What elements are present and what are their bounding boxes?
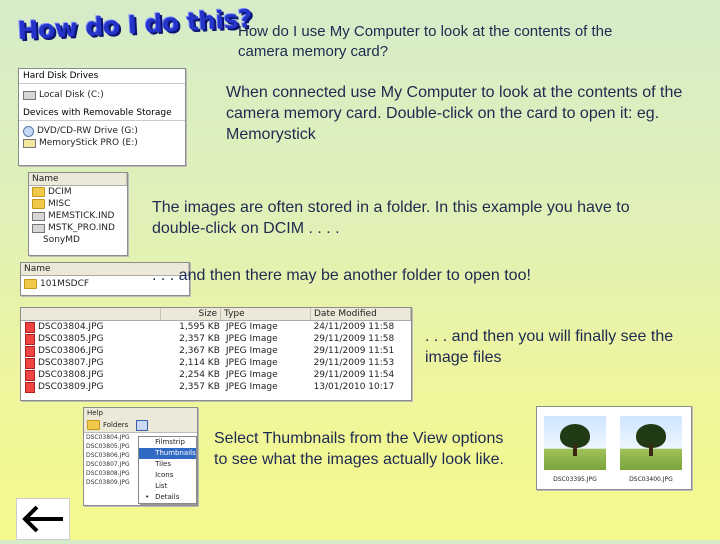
removable-header: Devices with Removable Storage: [19, 106, 185, 121]
file-icon: [32, 212, 45, 221]
selected-bullet-icon: •: [145, 493, 150, 501]
menu-bar: [84, 408, 197, 418]
folder-icon: [32, 199, 45, 209]
table-row[interactable]: DSC03805.JPG 2,357 KB JPEG Image 29/11/2009 11:58: [21, 333, 411, 345]
hard-disk-icon: [23, 91, 36, 100]
table-row[interactable]: DSC03804.JPG 1,595 KB JPEG Image 24/11/2009 11:58: [21, 321, 411, 333]
menu-item-icons[interactable]: Icons: [155, 471, 174, 479]
files-window: [20, 307, 412, 401]
jpeg-file-icon: [25, 334, 35, 345]
help-menu[interactable]: Help: [87, 409, 103, 417]
step1-text: When connected use My Computer to look at the contents of the camera memory card. Double-click on the card to open it: eg. Memorystick: [226, 84, 683, 143]
local-disk-item[interactable]: Local Disk (C:): [19, 89, 185, 101]
step3-text: . . . and then there may be another folder to open too!: [152, 267, 531, 284]
my-computer-window: [18, 68, 186, 166]
folder-icon: [32, 187, 45, 197]
thumbnail[interactable]: [544, 416, 606, 483]
list-item[interactable]: DSC03805.JPG: [86, 443, 130, 450]
date-column-header[interactable]: Date Modified: [311, 308, 411, 320]
step2-text: The images are often stored in a folder. In this example you have to double-click on DCIM . . . .: [152, 199, 630, 237]
folder-item[interactable]: 101MSDCF: [21, 278, 189, 290]
thumbnail[interactable]: [620, 416, 682, 483]
memorystick-item[interactable]: MemoryStick PRO (E:): [19, 137, 185, 149]
menu-item-tiles[interactable]: Tiles: [155, 460, 171, 468]
table-row[interactable]: DSC03806.JPG 2,367 KB JPEG Image 29/11/2009 11:51: [21, 345, 411, 357]
hard-disk-header: Hard Disk Drives: [19, 69, 185, 84]
file-item[interactable]: SonyMD: [29, 234, 127, 246]
file-icon: [32, 236, 40, 245]
step5-text: Select Thumbnails from the View options to see what the images actually look like.: [214, 430, 504, 468]
back-button[interactable]: [16, 498, 70, 540]
thumbnails-window: [536, 406, 692, 490]
thumbnail-caption: DSC03400.JPG: [629, 476, 673, 483]
list-item[interactable]: DSC03804.JPG: [86, 434, 130, 441]
toolbar: [84, 418, 197, 433]
file-item[interactable]: MEMSTICK.IND: [29, 210, 127, 222]
jpeg-file-icon: [25, 322, 35, 333]
size-column-header[interactable]: Size: [161, 308, 221, 320]
folders-window-1: [28, 172, 128, 256]
table-row[interactable]: DSC03808.JPG 2,254 KB JPEG Image 29/11/2009 11:54: [21, 369, 411, 381]
view-menu-window: [83, 407, 198, 506]
table-row[interactable]: DSC03807.JPG 2,114 KB JPEG Image 29/11/2009 11:53: [21, 357, 411, 369]
list-item[interactable]: DSC03809.JPG: [86, 479, 130, 486]
view-options-menu: [138, 436, 197, 504]
menu-item-list[interactable]: List: [155, 482, 168, 490]
jpeg-file-icon: [25, 382, 35, 393]
menu-item-details[interactable]: • Details: [145, 493, 180, 501]
folder-icon: [24, 279, 37, 289]
folder-item[interactable]: DCIM: [29, 186, 127, 198]
type-column-header[interactable]: Type: [221, 308, 311, 320]
folder-item[interactable]: MISC: [29, 198, 127, 210]
file-list: [84, 433, 135, 504]
dvd-drive-item[interactable]: DVD/CD-RW Drive (G:): [19, 125, 185, 137]
thumbnail-caption: DSC03395.JPG: [553, 476, 597, 483]
folders-icon: [87, 420, 100, 430]
list-item[interactable]: DSC03807.JPG: [86, 461, 130, 468]
step4-text: . . . and then you will finally see the image files: [425, 328, 674, 366]
name-column-header[interactable]: Name: [29, 173, 127, 186]
table-row[interactable]: DSC03809.JPG 2,357 KB JPEG Image 13/01/2010 10:17: [21, 381, 411, 393]
back-arrow-icon: [17, 499, 69, 539]
cd-drive-icon: [23, 126, 34, 137]
menu-item-filmstrip[interactable]: Filmstrip: [155, 438, 185, 446]
question-text: How do I use My Computer to look at the contents of the camera memory card?: [238, 23, 613, 60]
tree-photo-thumbnail: [620, 416, 682, 470]
views-icon[interactable]: [136, 420, 148, 431]
logo: How do I do this?: [16, 4, 253, 46]
folders-button[interactable]: Folders: [103, 421, 129, 429]
jpeg-file-icon: [25, 346, 35, 357]
list-item[interactable]: DSC03806.JPG: [86, 452, 130, 459]
jpeg-file-icon: [25, 370, 35, 381]
list-item[interactable]: DSC03808.JPG: [86, 470, 130, 477]
name-column-header[interactable]: [21, 308, 161, 320]
jpeg-file-icon: [25, 358, 35, 369]
memory-card-icon: [23, 139, 36, 148]
menu-item-thumbnails[interactable]: Thumbnails: [139, 448, 196, 459]
file-item[interactable]: MSTK_PRO.IND: [29, 222, 127, 234]
name-column-header[interactable]: Name: [21, 263, 189, 276]
file-icon: [32, 224, 45, 233]
tree-photo-thumbnail: [544, 416, 606, 470]
